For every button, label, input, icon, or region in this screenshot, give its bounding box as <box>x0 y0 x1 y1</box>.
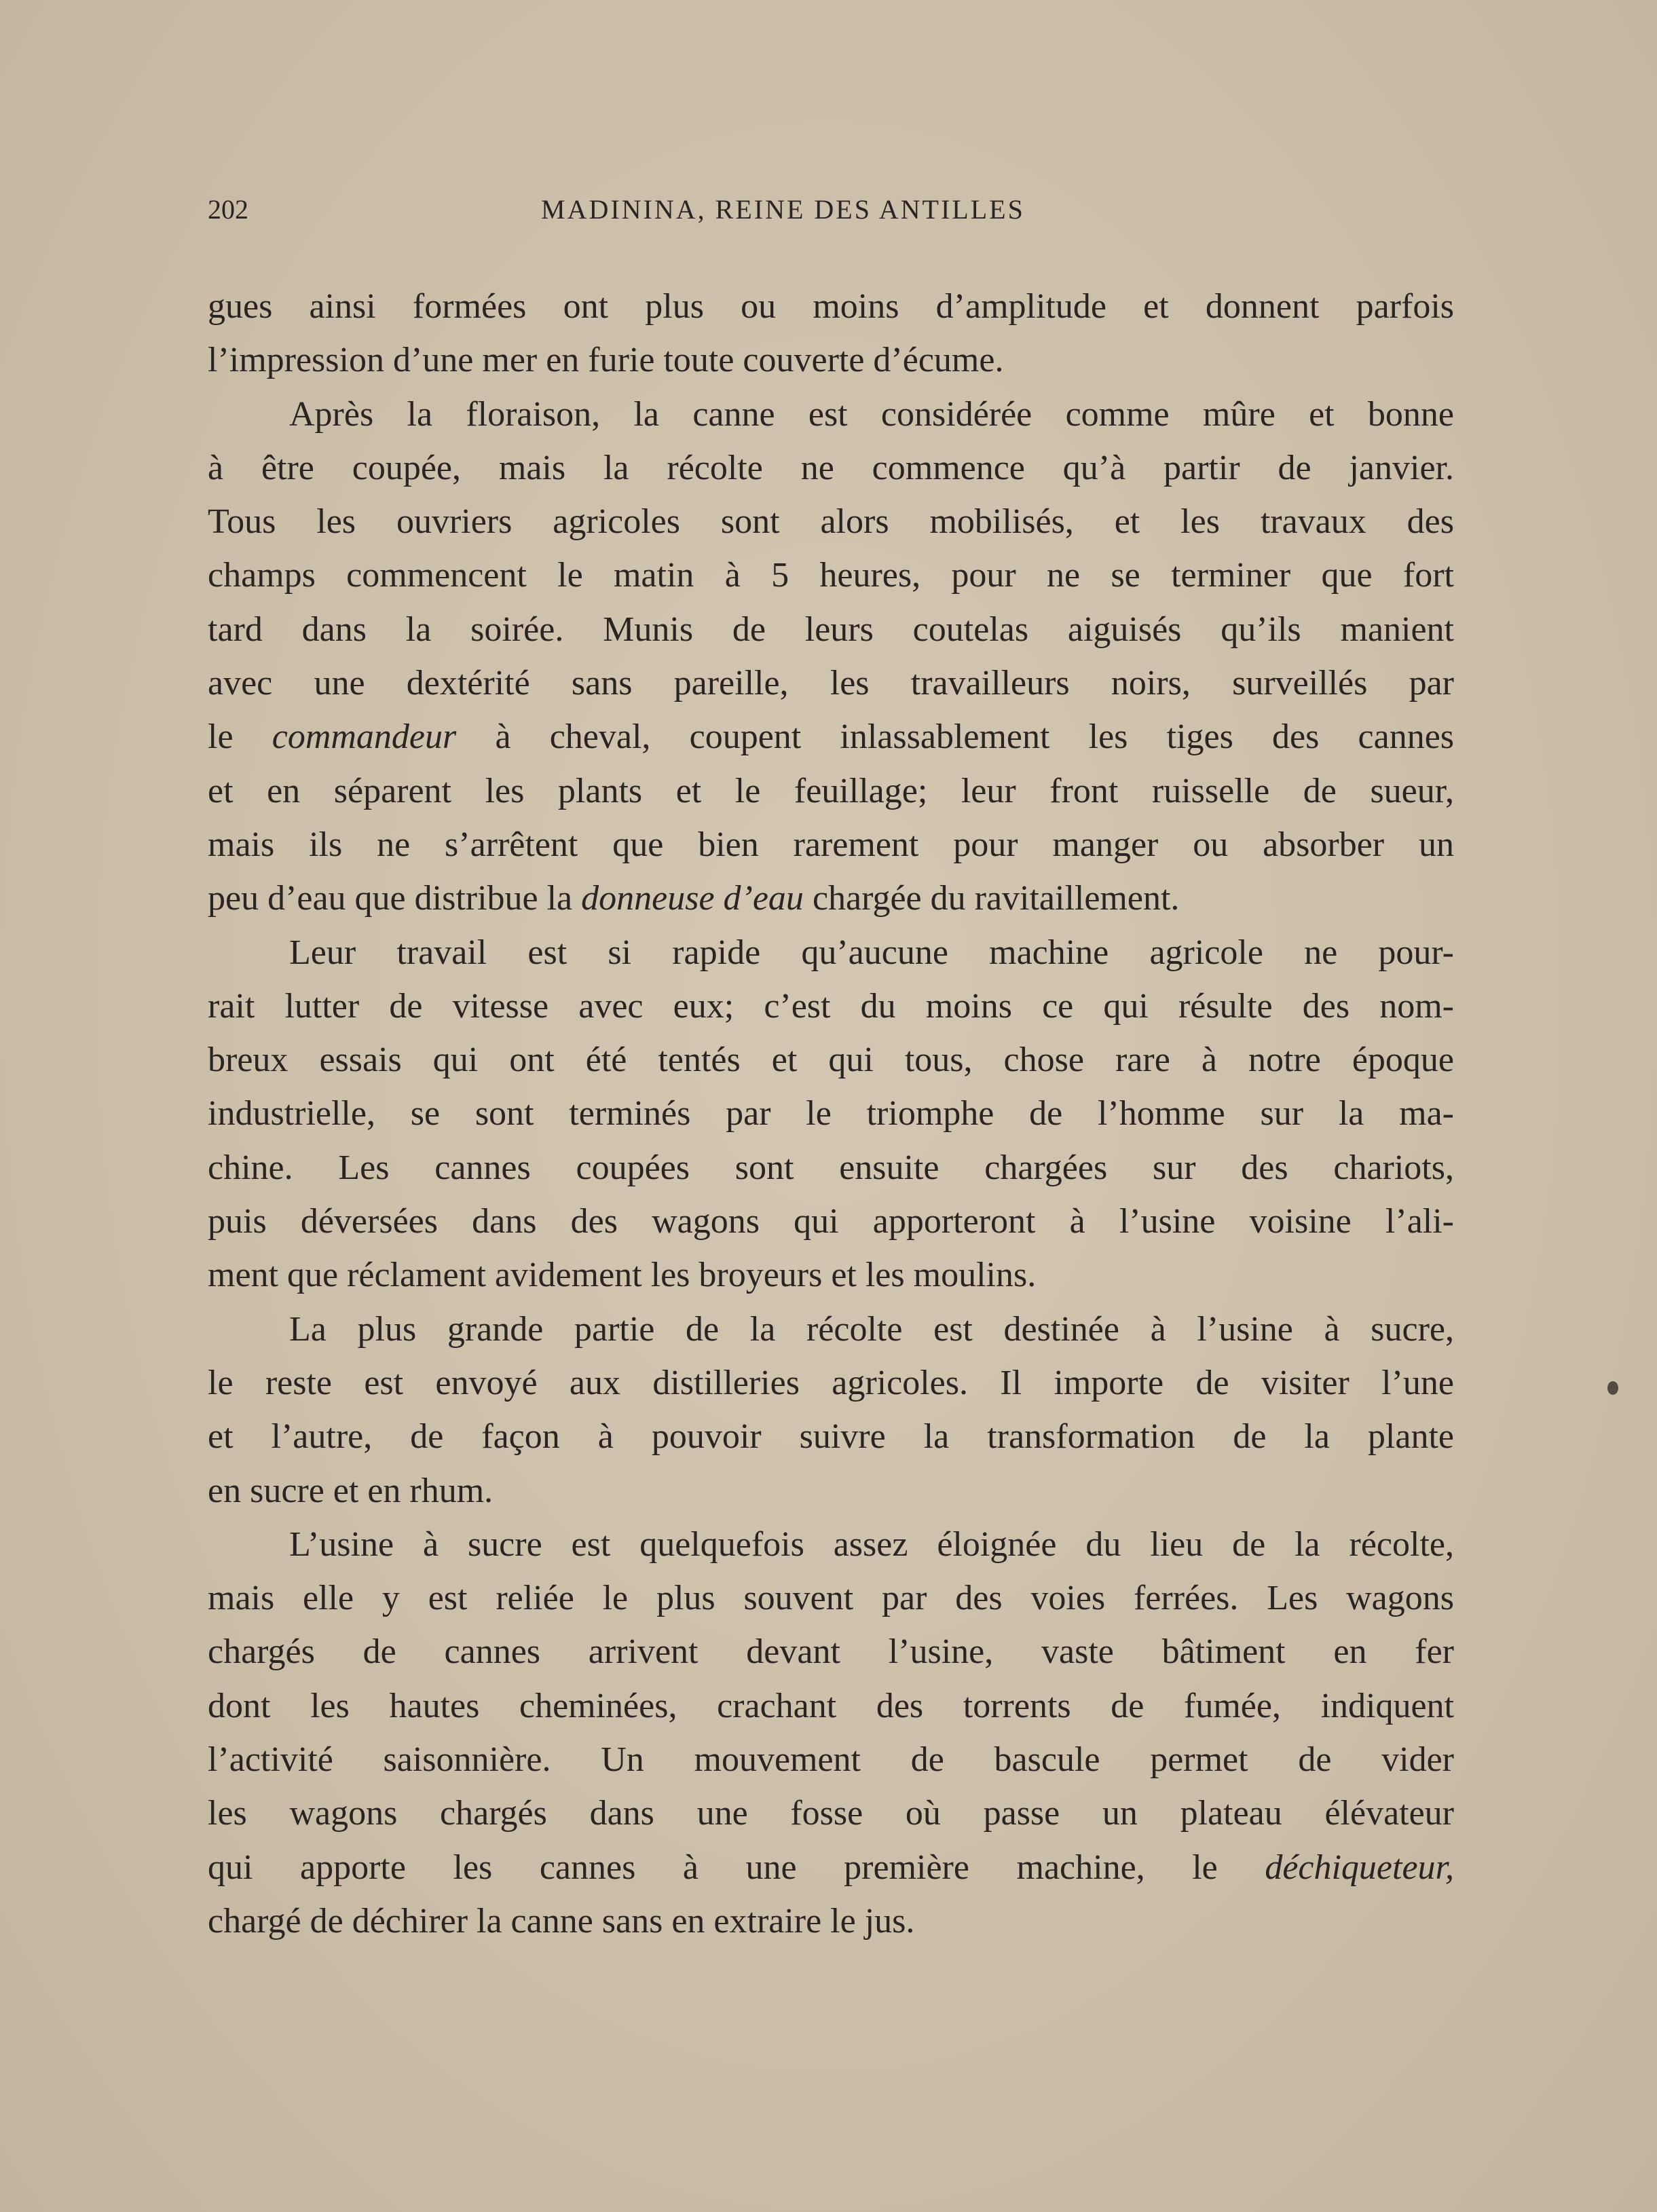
text-line <box>208 1356 1454 1410</box>
text-segment: champs commencent le matin à 5 heures, pour ne se terminer que fort <box>208 556 1454 595</box>
text-segment: chargés de cannes arrivent devant l’usine, vaste bâtiment en fer <box>208 1632 1454 1672</box>
text-segment: ment que réclament avidement les broyeurs et les moulins. <box>208 1256 1037 1295</box>
text-segment: chargé de déchirer la canne sans en extraire le jus. <box>208 1901 915 1941</box>
text-line <box>208 333 1454 387</box>
paragraph <box>208 926 1454 1302</box>
text-segment: chine. Les cannes coupées sont ensuite chargées sur des chariots, <box>208 1148 1454 1187</box>
ink-blot <box>1607 1381 1618 1395</box>
text-line <box>208 441 1454 495</box>
text-segment: Tous les ouvriers agricoles sont alors mobilisés, et les travaux des <box>208 502 1454 542</box>
text-segment: à être coupée, mais la récolte ne commence qu’à partir de janvier. <box>208 448 1454 487</box>
text-line <box>208 1302 1454 1356</box>
text-segment: dont les hautes cheminées, crachant des torrents de fumée, indiquent <box>208 1686 1454 1725</box>
text-segment: l’activité saisonnière. Un mouvement de bascule permet de vider <box>208 1740 1454 1780</box>
text-line <box>208 1518 1454 1571</box>
text-segment: à cheval, coupent inlassablement les tiges des cannes <box>456 717 1455 757</box>
text-line <box>208 1087 1454 1140</box>
text-line <box>208 1679 1454 1733</box>
text-segment: Après la floraison, la canne est considérée comme mûre et bonne <box>289 394 1454 434</box>
text-line <box>208 818 1454 871</box>
text-segment: et en séparent les plants et le feuillage; leur front ruisselle de sueur, <box>208 771 1454 810</box>
text-line <box>208 979 1454 1033</box>
page-number: 202 <box>208 194 248 225</box>
text-line <box>208 1464 1454 1518</box>
text-segment: les wagons chargés dans une fosse où passe un plateau élévateur <box>208 1794 1454 1833</box>
text-segment: industrielle, se sont terminés par le triomphe de l’homme sur la ma- <box>208 1094 1454 1133</box>
text-line <box>208 1733 1454 1786</box>
text-line <box>208 1571 1454 1625</box>
text-segment: en sucre et en rhum. <box>208 1471 494 1510</box>
text-segment: mais ils ne s’arrêtent que bien rarement pour manger ou absorber un <box>208 825 1454 864</box>
text-line <box>208 1195 1454 1248</box>
text-segment: L’usine à sucre est quelquefois assez éloignée du lieu de la récolte, <box>289 1524 1454 1564</box>
text-segment: gues ainsi formées ont plus ou moins d’amplitude et donnent parfois <box>208 287 1454 326</box>
text-segment: puis déversées dans des wagons qui apporteront à l’usine voisine l’ali- <box>208 1202 1454 1241</box>
text-segment: et l’autre, de façon à pouvoir suivre la transformation de la plante <box>208 1417 1454 1457</box>
italic-term: commandeur <box>272 717 457 757</box>
text-segment: breux essais qui ont été tentés et qui tous, chose rare à notre époque <box>208 1041 1454 1080</box>
text-line <box>208 1410 1454 1463</box>
text-line <box>208 1625 1454 1679</box>
text-line <box>208 656 1454 710</box>
text-segment: le reste est envoyé aux distilleries agricoles. Il importe de visiter l’une <box>208 1363 1454 1402</box>
text-segment: rait lutter de vitesse avec eux; c’est du moins ce qui résulte des nom- <box>208 986 1454 1026</box>
text-line <box>208 710 1454 764</box>
text-line <box>208 495 1454 548</box>
text-line <box>208 1033 1454 1087</box>
italic-term: déchiqueteur, <box>1265 1848 1454 1887</box>
text-line <box>208 1141 1454 1195</box>
text-line <box>208 603 1454 656</box>
text-segment: avec une dextérité sans pareille, les travailleurs noirs, surveillés par <box>208 664 1454 703</box>
text-line <box>208 764 1454 818</box>
running-title: MADININA, REINE DES ANTILLES <box>541 194 1025 225</box>
running-head <box>208 193 1124 234</box>
text-segment: peu d’eau que distribue la <box>208 879 582 918</box>
text-line <box>208 280 1454 333</box>
text-segment: chargée du ravitaillement. <box>803 879 1180 918</box>
paragraph <box>208 388 1454 926</box>
paragraph <box>208 280 1454 388</box>
text-line <box>208 1248 1454 1302</box>
text-segment: mais elle y est reliée le plus souvent par des voies ferrées. Les wagons <box>208 1579 1454 1618</box>
paragraph <box>208 1518 1454 1948</box>
text-segment: Leur travail est si rapide qu’aucune machine agricole ne pour- <box>289 933 1454 972</box>
text-line <box>208 871 1454 925</box>
text-segment: le <box>208 717 272 757</box>
text-line <box>208 1841 1454 1894</box>
text-segment: La plus grande partie de la récolte est destinée à l’usine à sucre, <box>289 1309 1454 1349</box>
paragraph <box>208 1302 1454 1518</box>
text-segment: tard dans la soirée. Munis de leurs coutelas aiguisés qu’ils manient <box>208 610 1454 649</box>
text-line <box>208 548 1454 602</box>
text-line <box>208 1786 1454 1840</box>
italic-term: donneuse d’eau <box>581 879 804 918</box>
text-line <box>208 1894 1454 1948</box>
text-line <box>208 388 1454 441</box>
text-line <box>208 926 1454 979</box>
body-text <box>208 280 1454 1948</box>
text-segment: l’impression d’une mer en furie toute couverte d’écume. <box>208 341 1004 380</box>
text-segment: qui apporte les cannes à une première machine, le <box>208 1848 1265 1887</box>
